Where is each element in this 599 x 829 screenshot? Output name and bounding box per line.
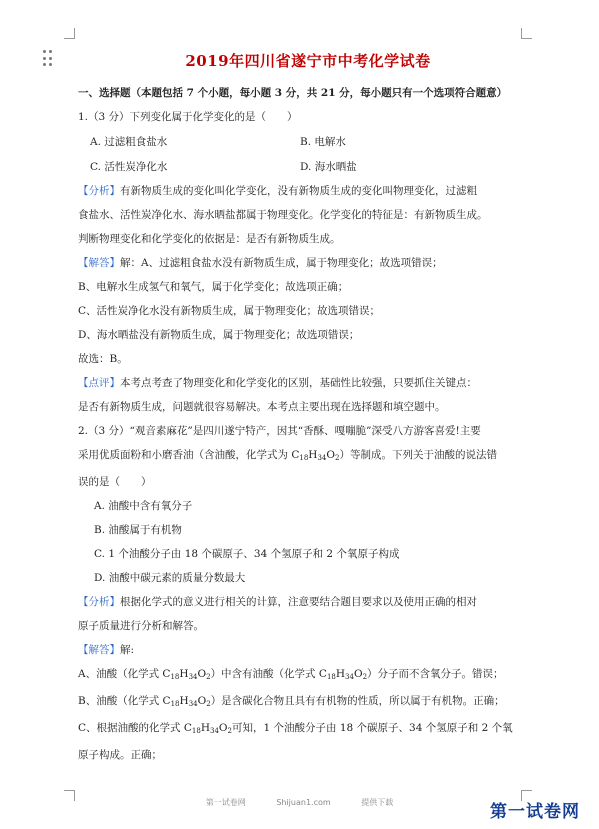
drag-handle-icon[interactable] (43, 50, 53, 68)
formula-element: O (353, 668, 363, 680)
subscript: 34 (188, 700, 198, 708)
q2-answer-a (78, 667, 538, 684)
comment-text: 本考点考查了物理变化和化学变化的区别，基础性比较强，只要抓住关键点： (120, 377, 477, 389)
analysis-text: 有新物质生成的变化叫化学变化，没有新物质生成的变化叫物理变化，过滤粗 (120, 185, 477, 197)
option-c: C. 1 个油酸分子由 18 个碳原子、34 个氢原子和 2 个氧原子构成 (94, 548, 400, 560)
watermark-logo: 第一试卷网 (490, 802, 580, 822)
answer-text: ）是含碳化合物且具有有机物的性质，所以属于有机物。正确； (210, 695, 505, 707)
option-a: A. 过滤粗食盐水 (90, 136, 168, 148)
stem-text: 采用优质面粉和小磨香油（含油酸，化学式为 C (78, 449, 300, 461)
option-d: D. 油酸中碳元素的质量分数最大 (94, 572, 246, 584)
subscript: 2 (335, 454, 340, 462)
q1-answer-d: D、海水晒盐没有新物质生成，属于物理变化；故选项错误； (78, 329, 360, 341)
q1-comment-cont: 是否有新物质生成，问题就很容易解决。本考点主要出现在选择题和填空题中。 (78, 401, 446, 413)
page-title: 2019年四川省遂宁市中考化学试卷 (185, 52, 431, 70)
option-d: D. 海水晒盐 (300, 161, 357, 173)
footer-download: 提供下载 (361, 798, 394, 807)
answer-text: C、根据油酸的化学式 C (78, 722, 192, 734)
subscript: 34 (188, 673, 198, 681)
option-a: A. 油酸中含有氧分子 (94, 500, 193, 512)
subscript: 2 (206, 700, 211, 708)
answer-text: 解: (120, 644, 135, 656)
formula-element: H (335, 668, 346, 680)
question-1-options-row2 (78, 159, 538, 174)
q2-analysis-cont: 原子质量进行分析和解答。 (78, 620, 204, 632)
question-1-stem: 1.（3 分）下列变化属于化学变化的是（ ） (78, 111, 298, 123)
q2-answer-b (78, 694, 538, 711)
answer-text: A、油酸（化学式 C (78, 668, 171, 680)
q1-answer-c: C、活性炭净化水没有新物质生成，属于物理变化；故选项错误； (78, 305, 381, 317)
answer-text: 可知，1 个油酸分子由 18 个碳原子、34 个氢原子和 2 个氧 (232, 722, 513, 734)
subscript: 18 (170, 673, 180, 681)
answer-tag: 【解答】 (78, 257, 120, 269)
q2-answer-c (78, 721, 538, 738)
question-2-stem-cont (78, 448, 538, 465)
subscript: 2 (206, 673, 211, 681)
analysis-tag: 【分析】 (78, 185, 120, 197)
formula-element: H (179, 695, 189, 707)
subscript: 2 (362, 673, 368, 681)
q1-analysis-cont: 判断物理变化和化学变化的依据是：是否有新物质生成。 (78, 233, 341, 245)
answer-text: B、油酸（化学式 C (78, 695, 171, 707)
q1-answer-b: B、电解水生成氢气和氧气，属于化学变化；故选项正确； (78, 281, 349, 293)
subscript: 34 (345, 673, 354, 681)
q2-analysis (78, 595, 538, 609)
answer-text: ）分子而不含氧分子。错误； (367, 668, 504, 680)
subscript: 34 (317, 454, 327, 462)
answer-text: ）中含有油酸（化学式 C (210, 668, 327, 680)
formula-element: O (197, 695, 207, 707)
subscript: 34 (210, 727, 219, 735)
subscript: 2 (227, 727, 232, 735)
analysis-text: 根据化学式的意义进行相关的计算，注意要结合题目要求以及使用正确的相对 (120, 596, 477, 608)
footer-site-name: 第一试卷网 (205, 798, 246, 807)
question-2-stem: 2.（3 分）“观音素麻花”是四川遂宁特产，因其“香酥、嘎嘣脆”深受八方游客喜爱!主要 (78, 425, 481, 437)
answer-tag: 【解答】 (78, 644, 120, 656)
q2-answer-c-cont: 原子构成。正确； (78, 749, 162, 761)
formula-element: H (200, 722, 210, 734)
formula-element: H (179, 668, 189, 680)
formula-element: O (197, 668, 207, 680)
q1-answer (78, 256, 538, 270)
formula-element: O (218, 722, 228, 734)
footer-site-url: Shijuan1.com (276, 798, 331, 807)
option-b: B. 电解水 (300, 136, 346, 148)
answer-text: 解：A、过滤粗食盐水没有新物质生成，属于物理变化；故选项错误； (120, 257, 443, 269)
stem-text: ）等制成。下列关于油酸的说法错 (339, 449, 497, 461)
page-corner-mark (64, 28, 75, 39)
subscript: 18 (299, 454, 309, 462)
q1-analysis-cont: 食盐水、活性炭净化水、海水晒盐都属于物理变化。化学变化的特征是：有新物质生成。 (78, 209, 488, 221)
document-body (78, 44, 538, 772)
question-2-stem-cont: 误的是（ ） (78, 476, 152, 488)
subscript: 18 (191, 727, 201, 735)
question-1-options-row1 (78, 134, 538, 149)
formula-element: H (308, 449, 318, 461)
q1-answer-final: 故选：B。 (78, 353, 128, 365)
comment-tag: 【点评】 (78, 377, 120, 389)
q1-comment (78, 376, 538, 390)
subscript: 18 (326, 673, 336, 681)
page-corner-mark (521, 28, 532, 39)
section-heading: 一、选择题（本题包括 7 个小题，每小题 3 分，共 21 分，每小题只有一个选项符合题意） (78, 87, 508, 99)
subscript: 18 (170, 700, 180, 708)
option-c: C. 活性炭净化水 (90, 161, 168, 173)
q2-answer (78, 643, 538, 657)
option-b: B. 油酸属于有机物 (94, 524, 182, 536)
analysis-tag: 【分析】 (78, 596, 120, 608)
formula-element: O (326, 449, 335, 461)
q1-analysis (78, 184, 538, 198)
